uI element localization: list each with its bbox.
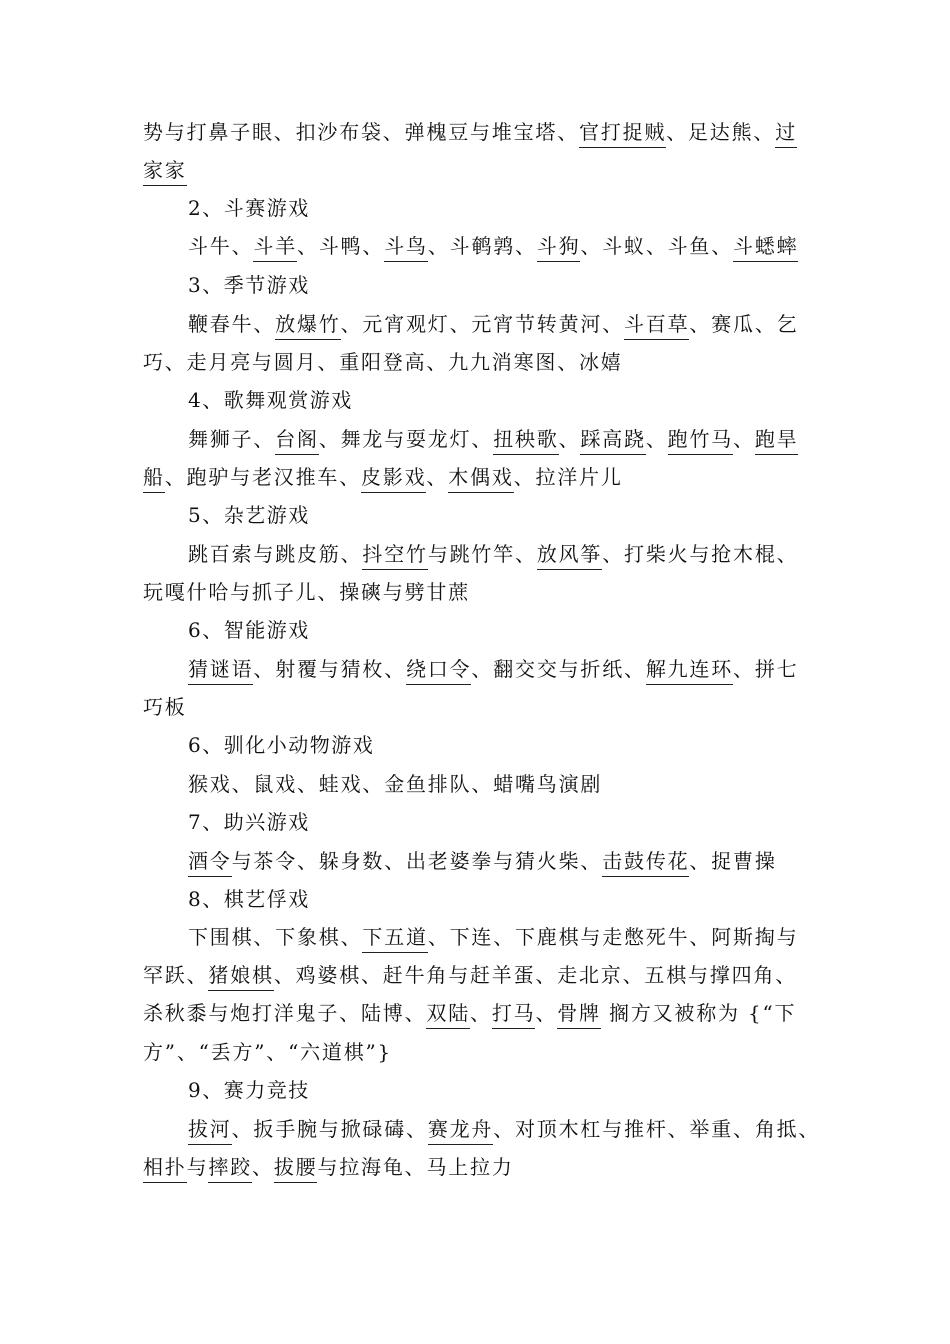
text-segment: 4、歌舞观赏游戏 [188, 388, 353, 412]
text-segment: 3、季节游戏 [188, 273, 310, 297]
text-line [188, 922, 950, 952]
text-segment: 下围棋、下象棋、 [188, 925, 363, 949]
underlined-term: 斗鸟 [384, 234, 428, 262]
underlined-term: 绕口令 [406, 657, 471, 685]
text-segment: 鞭春牛、 [188, 312, 276, 336]
text-segment: 舞狮子、 [188, 427, 276, 451]
text-segment: 势与打鼻子眼、扣沙布袋、弹槐豆与堆宝塔、 [143, 120, 579, 144]
text-segment: 、跑驴与老汉推车、 [164, 465, 362, 489]
underlined-term: 斗蟋蟀 [733, 234, 798, 262]
text-segment: 与跳竹竿、 [427, 542, 537, 566]
underlined-term: 船 [143, 465, 165, 493]
section-heading [188, 500, 950, 530]
text-segment: 搁方又被称为 {“下 [600, 1001, 797, 1025]
text-line [143, 1037, 950, 1067]
text-line [188, 539, 950, 569]
text-segment: 与 [186, 1155, 209, 1179]
text-line [143, 692, 950, 722]
underlined-term: 台阁 [275, 427, 319, 455]
text-line [188, 769, 950, 799]
text-segment: 、翻交交与折纸、 [471, 657, 646, 681]
text-line [143, 117, 950, 147]
text-segment: 斗牛、 [188, 234, 254, 258]
section-heading [188, 193, 950, 223]
underlined-term: 下五道 [362, 925, 427, 953]
text-line [188, 309, 950, 339]
text-line [143, 155, 950, 185]
underlined-term: 家家 [143, 158, 187, 186]
text-segment: 、 [733, 427, 755, 451]
section-heading [188, 807, 950, 837]
text-segment: 、 [645, 427, 668, 451]
underlined-term: 斗百草 [624, 312, 689, 340]
underlined-term: 官打捉贼 [579, 120, 666, 148]
text-segment: 、下连、下鹿棋与走憋死牛、阿斯掏与 [427, 925, 799, 949]
text-segment: 猴戏、鼠戏、蛙戏、金鱼排队、蜡嘴鸟演剧 [188, 772, 603, 796]
text-line [143, 577, 950, 607]
section-heading [188, 1075, 950, 1105]
text-segment: 、扳手腕与掀碌碡、 [231, 1117, 428, 1141]
underlined-term: 放风筝 [537, 542, 602, 570]
underlined-term: 双陆 [426, 1001, 470, 1029]
section-heading [188, 730, 950, 760]
underlined-term: 猜谜语 [188, 657, 253, 685]
text-segment: 、 [252, 1155, 274, 1179]
text-segment: 、元宵观灯、元宵节转黄河、 [340, 312, 625, 336]
section-heading [188, 385, 950, 415]
text-line [143, 462, 950, 492]
text-segment: 、打柴火与抢木棍、 [602, 542, 799, 566]
text-segment: 、斗鹌鹑、 [427, 234, 537, 258]
text-segment: 、 [470, 1001, 492, 1025]
text-segment: 5、杂艺游戏 [188, 503, 310, 527]
text-segment: 跳百索与跳皮筋、 [188, 542, 363, 566]
underlined-term: 抖空竹 [362, 542, 427, 570]
section-heading [188, 615, 950, 645]
text-line [143, 998, 950, 1028]
section-heading [188, 884, 950, 914]
text-segment: 6、驯化小动物游戏 [188, 733, 375, 757]
text-line [143, 347, 950, 377]
underlined-term: 斗羊 [253, 234, 297, 262]
underlined-term: 踩高跷 [580, 427, 645, 455]
underlined-term: 皮影戏 [361, 465, 426, 493]
text-segment: 、对顶木杠与推杆、举重、角抵、 [493, 1117, 821, 1141]
text-segment: 、舞龙与耍龙灯、 [318, 427, 494, 451]
text-segment: 巧、走月亮与圆月、重阳登高、九九消寒图、冰嬉 [143, 350, 623, 374]
text-segment: 、捉曹操 [689, 849, 777, 873]
underlined-term: 放爆竹 [275, 312, 340, 340]
underlined-term: 跑旱 [755, 427, 799, 455]
text-line [188, 231, 950, 261]
text-segment: 玩嘎什哈与抓子儿、操磢与劈甘蔗 [143, 580, 470, 604]
section-heading [188, 270, 950, 300]
underlined-term: 击鼓传花 [602, 849, 689, 877]
underlined-term: 赛龙舟 [428, 1117, 493, 1145]
text-line [188, 654, 950, 684]
underlined-term: 木偶戏 [448, 465, 513, 493]
text-segment: 8、棋艺俘戏 [188, 887, 310, 911]
text-segment: 、鸡婆棋、赶牛角与赶羊蛋、走北京、五棋与撑四角、 [273, 963, 798, 987]
text-segment: 2、斗赛游戏 [188, 196, 310, 220]
text-segment: 与拉海龟、马上拉力 [317, 1155, 514, 1179]
underlined-term: 打马 [492, 1001, 536, 1029]
underlined-term: 酒令 [188, 849, 232, 877]
underlined-term: 猪娘棋 [208, 963, 273, 991]
text-line [143, 960, 950, 990]
text-segment: 6、智能游戏 [188, 618, 310, 642]
text-segment: 、拼七 [733, 657, 799, 681]
text-line [188, 1114, 950, 1144]
underlined-term: 拔腰 [274, 1155, 318, 1183]
underlined-term: 骨牌 [557, 1001, 601, 1029]
text-segment: 、 [426, 465, 449, 489]
text-segment: 、 [535, 1001, 558, 1025]
text-segment: 、拉洋片儿 [513, 465, 623, 489]
text-segment: 方”、“丢方”、“六道棋”} [143, 1040, 393, 1064]
text-line [188, 424, 950, 454]
text-segment: 、赛瓜、乞 [689, 312, 799, 336]
text-segment: 、斗蚁、斗鱼、 [580, 234, 734, 258]
text-segment: 与茶令、躲身数、出老婆拳与猜火柴、 [231, 849, 603, 873]
underlined-term: 相扑 [143, 1155, 187, 1183]
text-line [143, 1152, 950, 1182]
underlined-term: 扭秧歌 [493, 427, 558, 455]
text-segment: 9、赛力竞技 [188, 1078, 310, 1102]
underlined-term: 斗狗 [537, 234, 581, 262]
text-segment: 巧板 [143, 695, 187, 719]
text-segment: 7、助兴游戏 [188, 810, 310, 834]
underlined-term: 拔河 [188, 1117, 232, 1145]
text-segment: 杀秋黍与炮打洋鬼子、陆博、 [143, 1001, 427, 1025]
underlined-term: 解九连环 [646, 657, 733, 685]
text-line [188, 846, 950, 876]
text-segment: 、射覆与猜枚、 [253, 657, 407, 681]
underlined-term: 过 [775, 120, 797, 148]
text-segment: 罕跃、 [143, 963, 209, 987]
text-segment: 、足达熊、 [666, 120, 776, 144]
text-segment: 、 [558, 427, 581, 451]
text-segment: 、斗鸭、 [297, 234, 385, 258]
underlined-term: 跑竹马 [668, 427, 733, 455]
underlined-term: 摔跤 [208, 1155, 252, 1183]
